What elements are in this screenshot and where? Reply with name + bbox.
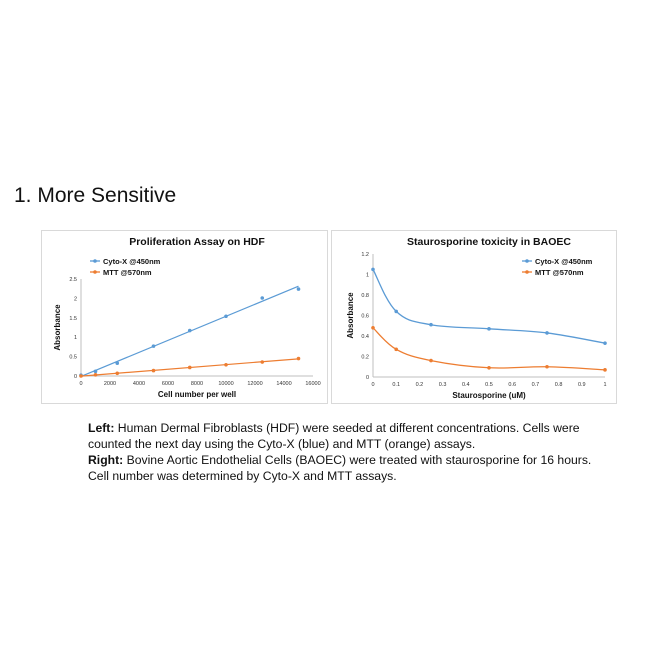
caption-left-paragraph — [88, 420, 608, 452]
staurosporine-chart-x-axis-label: Staurosporine (uM) — [452, 391, 526, 400]
staurosporine-chart-series-1-point — [487, 366, 491, 370]
proliferation-chart-x-tick-label: 4000 — [132, 381, 146, 387]
staurosporine-chart-series-1-point — [371, 326, 375, 330]
staurosporine-chart-x-tick-label: 0.7 — [531, 382, 540, 388]
staurosporine-chart-x-tick-label: 0.9 — [577, 382, 586, 388]
proliferation-chart-legend-label: Cyto-X @450nm — [103, 257, 161, 266]
proliferation-chart-x-tick-label: 2000 — [103, 381, 117, 387]
proliferation-chart-y-tick-label: 2 — [73, 296, 77, 303]
proliferation-chart-y-tick-label: 0 — [73, 374, 77, 380]
proliferation-chart-x-tick-label: 6000 — [161, 381, 175, 387]
staurosporine-chart-x-tick-label: 1 — [603, 382, 607, 388]
staurosporine-chart-legend-label: Cyto-X @450nm — [535, 257, 593, 266]
proliferation-chart-series-1-point — [79, 374, 83, 378]
staurosporine-chart — [332, 231, 618, 405]
proliferation-chart-x-tick-label: 12000 — [247, 381, 263, 387]
staurosporine-chart-x-tick-label: 0.8 — [554, 382, 563, 388]
proliferation-chart-series-0-point — [94, 370, 98, 374]
staurosporine-chart-series-0-point — [371, 268, 375, 272]
proliferation-chart-series-1-point — [152, 369, 156, 373]
staurosporine-chart-series-0-point — [394, 310, 398, 314]
staurosporine-chart-y-tick-label: 0 — [365, 375, 369, 381]
caption-left-label: Left: — [88, 421, 115, 435]
staurosporine-chart-x-tick-label: 0.6 — [508, 382, 517, 388]
proliferation-chart-series-0-point — [115, 361, 119, 365]
proliferation-chart-y-axis-label: Absorbance — [53, 304, 62, 351]
caption-right-paragraph — [88, 452, 608, 484]
staurosporine-chart-legend-marker — [525, 259, 529, 263]
proliferation-chart-y-tick-label: 1.5 — [69, 315, 77, 322]
staurosporine-chart-series-0-line — [373, 269, 605, 343]
staurosporine-chart-series-1-point — [545, 365, 549, 369]
proliferation-chart-legend-marker — [93, 259, 97, 263]
proliferation-chart-legend-label: MTT @570nm — [103, 268, 152, 277]
proliferation-chart-series-0-point — [297, 287, 301, 291]
staurosporine-chart-legend-marker — [525, 270, 529, 274]
staurosporine-chart-legend-label: MTT @570nm — [535, 268, 584, 277]
proliferation-chart-x-axis-label: Cell number per well — [157, 390, 237, 399]
proliferation-chart-series-0-point — [188, 329, 192, 333]
staurosporine-chart-x-tick-label: 0.1 — [392, 382, 401, 388]
figure-caption — [88, 420, 608, 484]
staurosporine-chart-series-1-line — [373, 328, 605, 370]
proliferation-chart-series-1-point — [297, 357, 301, 361]
staurosporine-chart-y-axis-label: Absorbance — [346, 292, 355, 339]
staurosporine-chart-series-0-point — [487, 327, 491, 331]
staurosporine-chart-series-0-point — [429, 323, 433, 327]
proliferation-chart-series-1-point — [260, 360, 264, 364]
proliferation-chart-title: Proliferation Assay on HDF — [129, 236, 265, 248]
staurosporine-chart-y-tick-label: 0.6 — [361, 313, 369, 320]
caption-right-label: Right: — [88, 453, 124, 467]
staurosporine-chart-panel — [331, 230, 617, 404]
proliferation-chart-x-tick-label: 0 — [79, 381, 83, 387]
proliferation-chart-series-1-point — [94, 373, 98, 377]
caption-left-text: Human Dermal Fibroblasts (HDF) were seeded at different concentrations. Cells were counted the next day using the Cyto-X (blue) and MTT (orange) assays. — [88, 421, 580, 451]
proliferation-chart-series-1-point — [224, 363, 228, 367]
proliferation-chart-series-0-point — [260, 296, 264, 300]
proliferation-chart-x-tick-label: 10000 — [218, 381, 234, 387]
staurosporine-chart-y-tick-label: 1.2 — [361, 252, 369, 258]
proliferation-chart-series-0-point — [224, 314, 228, 318]
proliferation-chart-y-tick-label: 1 — [73, 335, 77, 342]
staurosporine-chart-series-1-point — [394, 348, 398, 352]
proliferation-chart-panel — [41, 230, 328, 404]
proliferation-chart-x-tick-label: 14000 — [276, 381, 292, 387]
caption-right-text: Bovine Aortic Endothelial Cells (BAOEC) were treated with staurosporine for 16 hours. Cell number was determined by Cyto-X and MTT assays. — [88, 453, 592, 483]
staurosporine-chart-y-tick-label: 0.4 — [361, 334, 369, 340]
staurosporine-chart-x-tick-label: 0 — [371, 382, 375, 388]
proliferation-chart-series-1-point — [188, 366, 192, 370]
staurosporine-chart-x-tick-label: 0.5 — [485, 382, 493, 388]
proliferation-chart-series-1-point — [115, 371, 119, 375]
staurosporine-chart-series-0-point — [545, 331, 549, 335]
staurosporine-chart-y-tick-label: 1 — [365, 272, 369, 279]
staurosporine-chart-y-tick-label: 0.2 — [361, 354, 369, 361]
proliferation-chart-x-tick-label: 16000 — [305, 381, 321, 387]
staurosporine-chart-x-tick-label: 0.3 — [438, 382, 447, 388]
proliferation-chart-y-tick-label: 0.5 — [69, 354, 77, 361]
staurosporine-chart-series-1-point — [429, 359, 433, 363]
staurosporine-chart-series-0-point — [603, 341, 607, 345]
proliferation-chart-y-tick-label: 2.5 — [69, 277, 77, 283]
proliferation-chart — [42, 231, 329, 405]
proliferation-chart-series-0-point — [152, 344, 156, 348]
staurosporine-chart-x-tick-label: 0.4 — [461, 382, 470, 388]
staurosporine-chart-y-tick-label: 0.8 — [361, 293, 369, 299]
staurosporine-chart-title: Staurosporine toxicity in BAOEC — [407, 236, 571, 248]
section-title: 1. More Sensitive — [14, 184, 177, 207]
proliferation-chart-x-tick-label: 8000 — [190, 381, 204, 387]
staurosporine-chart-x-tick-label: 0.2 — [415, 382, 424, 388]
staurosporine-chart-series-1-point — [603, 368, 607, 372]
proliferation-chart-legend-marker — [93, 270, 97, 274]
